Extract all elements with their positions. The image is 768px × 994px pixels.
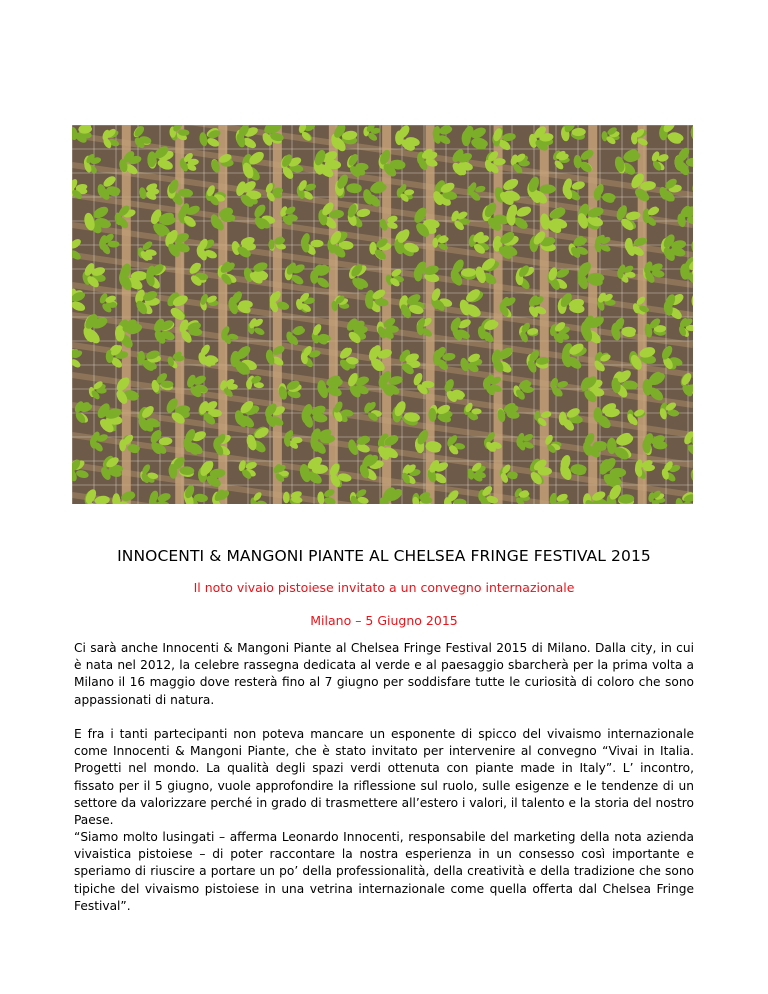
article-subtitle: Il noto vivaio pistoiese invitato a un convegno internazionale — [193, 580, 575, 595]
paragraph-2: E fra i tanti partecipanti non poteva mancare un esponente di spicco del vivaismo internazionale come Innocenti & Mangoni Piante, che è stato invitato per intervenire al convegno “Vivai in Italia. Progetti nel mondo. La qualità degli spazi verdi ottenuta con piante made in Italy”. L’ incontro, fissato per il 5 giugno, vuole approfondire la riflessione sul ruolo, sulle esigenze e le tendenze di un settore da valorizzare perché in grado di trasmettere all’estero i valori, il talento e la storia del nostro Paese. — [74, 727, 694, 828]
article-title: INNOCENTI & MANGONI PIANTE AL CHELSEA FRINGE FESTIVAL 2015 — [117, 547, 651, 565]
nursery-plants-photo — [72, 125, 693, 504]
paragraph-1: Ci sarà anche Innocenti & Mangoni Piante al Chelsea Fringe Festival 2015 di Milano. Dalla city, in cui è nata nel 2012, la celebre rassegna dedicata al verde e al paesaggio sbarcherà per la prima volta a Milano il 16 maggio dove resterà fino al 7 giugno per soddisfare tutte le curiosità di coloro che sono appassionati di natura. — [74, 641, 694, 707]
paragraph-3: “Siamo molto lusingati – afferma Leonardo Innocenti, responsabile del marketing della nota azienda vivaistica pistoiese – di poter raccontare la nostra esperienza in un consesso così importante e speriamo di riuscire a portare un po’ della professionalità, della creatività e della tradizione che sono tipiche del vivaismo pistoiese in una vetrina internazionale come quella offerta dal Chelsea Fringe Festival”. — [74, 830, 694, 913]
article-dateline: Milano – 5 Giugno 2015 — [310, 613, 458, 628]
photo-canvas — [72, 125, 693, 504]
